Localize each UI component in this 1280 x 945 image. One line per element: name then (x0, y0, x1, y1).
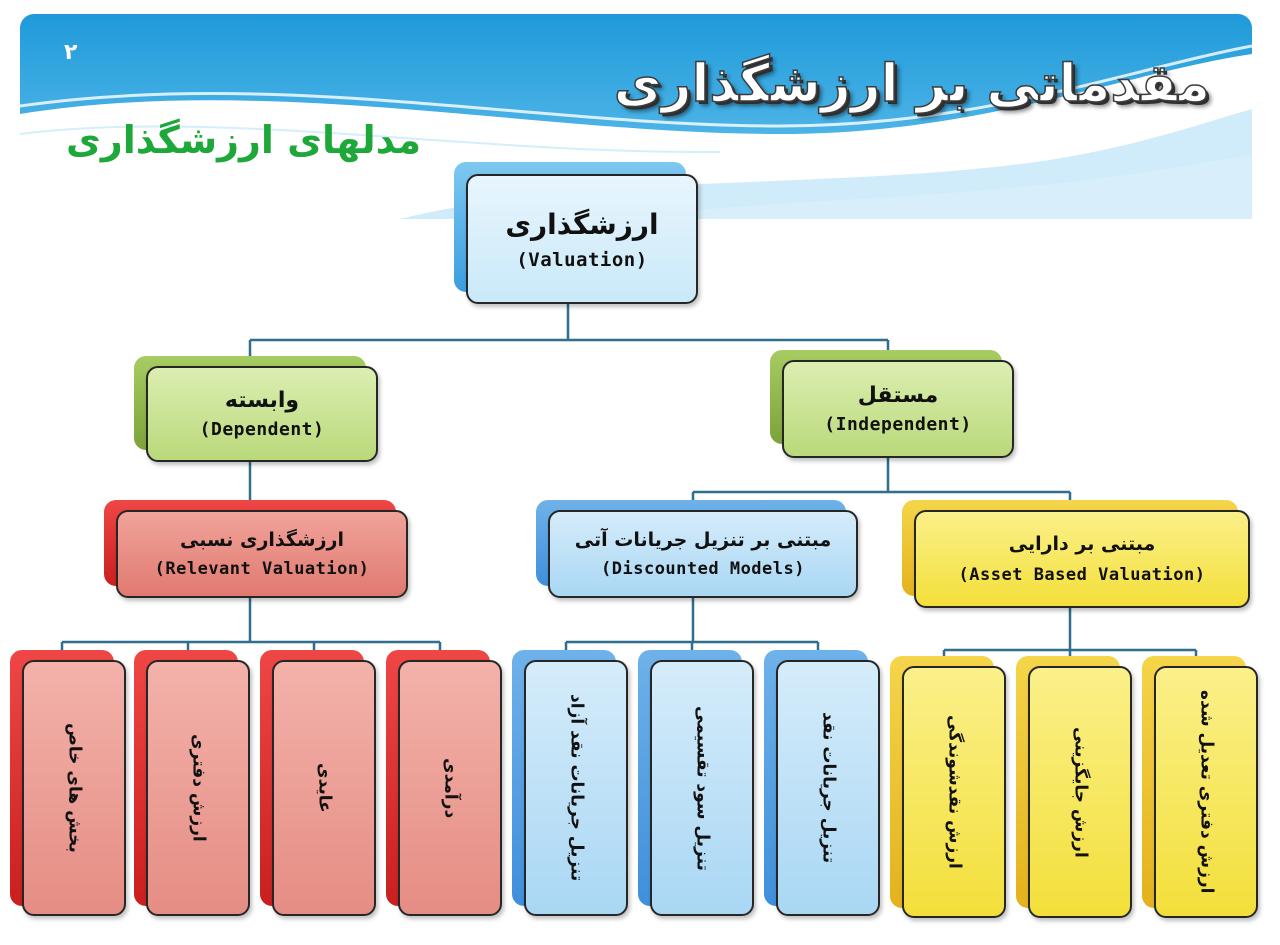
page-subtitle: مدلهای ارزشگذاری (66, 118, 422, 162)
connector-relative-leaves (62, 596, 440, 656)
leaf-free-cash-flow-label: تنزیل جریانات نقد آزاد (566, 694, 587, 882)
node-valuation-fa: ارزشگذاری (505, 207, 659, 241)
node-independent-fa: مستقل (857, 383, 939, 408)
leaf-revenue (386, 650, 504, 918)
leaf-special-sectors-label: بخش های خاص (64, 723, 85, 853)
node-relative-fa: ارزشگذاری نسبی (179, 529, 345, 551)
leaf-revenue-label: درآمدی (440, 757, 461, 819)
leaf-replacement-value-label: ارزش جایگزینی (1070, 726, 1091, 858)
node-discounted-fa: مبتنی بر تنزیل جریانات آتی (574, 529, 832, 551)
leaf-cash-flow-label: تنزیل جریانات نقد (818, 712, 839, 864)
node-relative-en: (Relevant Valuation) (154, 559, 370, 579)
leaf-special-sectors (10, 650, 128, 918)
leaf-free-cash-flow (512, 650, 630, 918)
leaf-liquidation-value-label: ارزش نقدشوندگی (944, 715, 965, 869)
node-independent (770, 350, 1016, 460)
leaf-replacement-value (1016, 656, 1134, 920)
node-valuation (454, 162, 700, 306)
leaf-dividend-discount-label: تنزیل سود تقسیمی (692, 705, 713, 871)
node-dependent (134, 356, 380, 464)
leaf-adjusted-book-value-label: ارزش دفتری تعدیل شده (1196, 690, 1217, 894)
node-asset-based (902, 500, 1252, 610)
node-dependent-en: (Dependent) (199, 419, 325, 440)
slide-number: ۲ (64, 40, 78, 65)
node-discounted-en: (Discounted Models) (601, 559, 805, 579)
leaf-adjusted-book-value (1142, 656, 1260, 920)
leaf-earnings (260, 650, 378, 918)
leaf-book-value-label: ارزش دفتری (188, 734, 209, 842)
connector-discounted-leaves (566, 596, 818, 656)
leaf-dividend-discount (638, 650, 756, 918)
node-independent-en: (Independent) (824, 414, 972, 435)
node-asset-fa: مبتنی بر دارایی (1008, 533, 1156, 555)
leaf-cash-flow (764, 650, 882, 918)
node-relative-valuation (104, 500, 410, 600)
connector-asset-leaves (944, 606, 1196, 662)
leaf-earnings-label: عایدی (314, 763, 335, 813)
node-asset-en: (Asset Based Valuation) (958, 565, 1206, 585)
node-valuation-en: (Valuation) (516, 248, 648, 271)
leaf-liquidation-value (890, 656, 1008, 920)
node-dependent-fa: وابسته (224, 388, 300, 413)
node-discounted-models (536, 500, 860, 600)
page-title: مقدماتی بر ارزشگذاری (613, 54, 1210, 114)
leaf-book-value (134, 650, 252, 918)
